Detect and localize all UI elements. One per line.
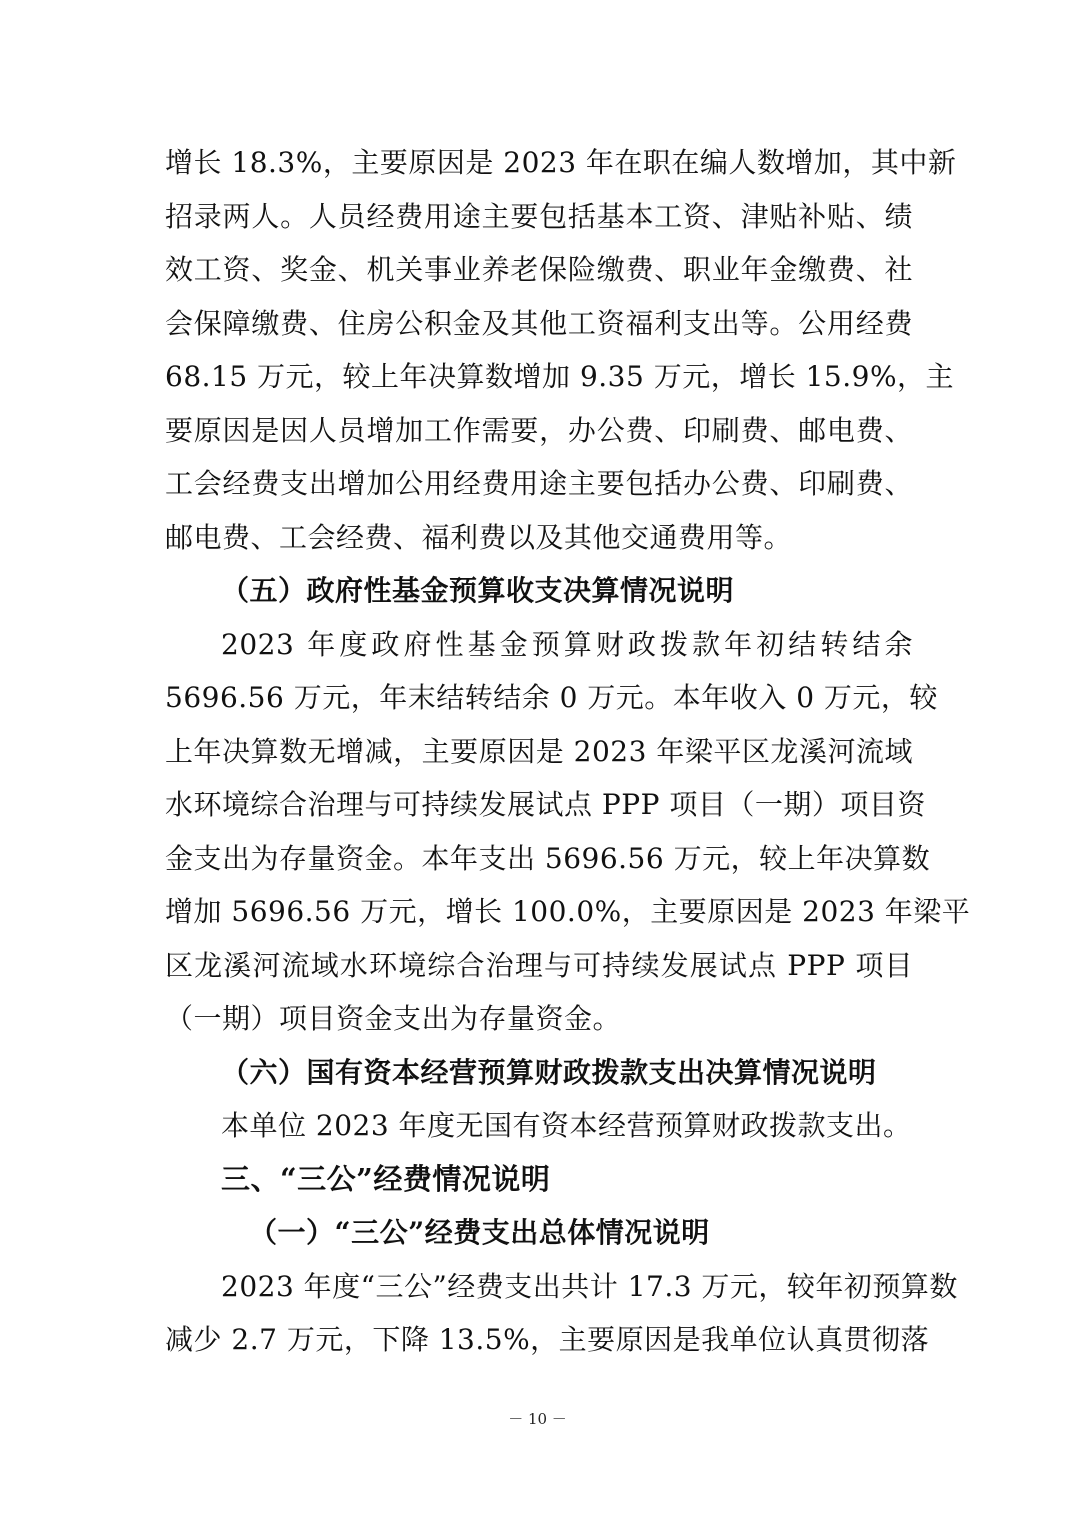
section-heading-state-capital: （六）国有资本经营预算财政拨款支出决算情况说明 (221, 1055, 877, 1089)
body-line: 效工资、奖金、机关事业养老保险缴费、职业年金缴费、社 (165, 253, 913, 286)
document-body (165, 136, 971, 1367)
body-line: 本单位 2023 年度无国有资本经营预算财政拨款支出。 (221, 1109, 912, 1142)
body-line: 要原因是因人员增加工作需要，办公费、印刷费、邮电费、 (165, 413, 913, 447)
section-heading-three-public-overall: （一）“三公”经费支出总体情况说明 (249, 1216, 710, 1249)
body-line: 上年决算数无增减，主要原因是 2023 年梁平区龙溪河流域 (165, 734, 913, 768)
body-line: 2023 年度“三公”经费支出共计 17.3 万元，较年初预算数 (221, 1269, 958, 1303)
body-line: 水环境综合治理与可持续发展试点 PPP 项目（一期）项目资 (165, 788, 926, 821)
body-line: 2023 年度政府性基金预算财政拨款年初结转结余 (221, 627, 913, 661)
body-line: 招录两人。人员经费用途主要包括基本工资、津贴补贴、绩 (165, 199, 913, 233)
section-heading-government-fund: （五）政府性基金预算收支决算情况说明 (221, 574, 735, 607)
body-line: 区龙溪河流域水环境综合治理与可持续发展试点 PPP 项目 (165, 948, 913, 982)
body-line: （一期）项目资金支出为存量资金。 (165, 1002, 622, 1035)
body-line: 工会经费支出增加公用经费用途主要包括办公费、印刷费、 (165, 467, 913, 500)
body-line: 68.15 万元，较上年决算数增加 9.35 万元，增长 15.9%，主 (165, 360, 955, 393)
body-line: 增加 5696.56 万元，增长 100.0%，主要原因是 2023 年梁平 (165, 895, 971, 928)
body-line: 增长 18.3%，主要原因是 2023 年在职在编人数增加，其中新 (165, 146, 957, 179)
body-line: 减少 2.7 万元，下降 13.5%，主要原因是我单位认真贯彻落 (165, 1323, 930, 1356)
section-heading-three-public: 三、“三公”经费情况说明 (221, 1161, 551, 1196)
body-line: 邮电费、工会经费、福利费以及其他交通费用等。 (165, 520, 793, 554)
body-line: 会保障缴费、住房公积金及其他工资福利支出等。公用经费 (165, 306, 913, 340)
body-line: 金支出为存量资金。本年支出 5696.56 万元，较上年决算数 (165, 841, 931, 875)
body-line: 5696.56 万元，年末结转结余 0 万元。本年收入 0 万元，较 (165, 681, 938, 714)
page-number: － 10 － (508, 1410, 567, 1428)
